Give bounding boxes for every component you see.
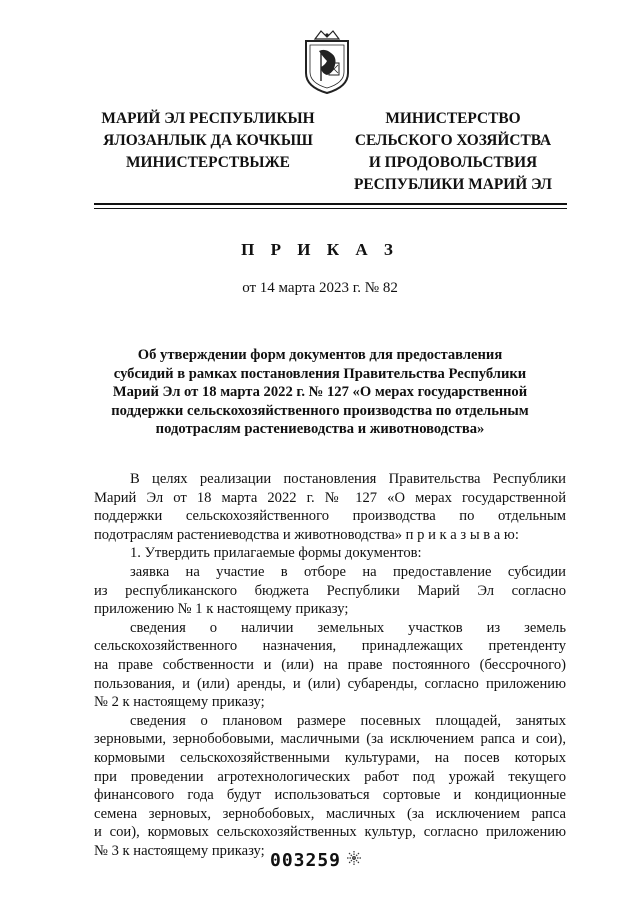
header-right-line: СЕЛЬСКОГО ХОЗЯЙСТВА	[354, 132, 552, 149]
body-line: из республиканского бюджета Республики Марий Эл согласно	[94, 582, 566, 599]
body-line: № 2 к настоящему приказу;	[94, 694, 265, 711]
body-line: семена зерновых, зернобобовых, масличных (за исключением рапса	[94, 805, 566, 822]
body-line: финансового года будут использоваться сортовые и кондиционные	[94, 787, 566, 804]
body-line: при проведении агротехнологических работ под урожай текущего	[94, 768, 566, 785]
subject-line: подотраслям растениеводства и животноводства»	[155, 421, 485, 438]
body-line: на праве собственности и (или) на праве постоянного (бессрочного)	[94, 656, 566, 673]
body-line: 1. Утвердить прилагаемые формы документов:	[130, 545, 422, 562]
header-divider-thick	[94, 203, 567, 205]
header-right-line: И ПРОДОВОЛЬСТВИЯ	[368, 154, 538, 171]
header-right-line: МИНИСТЕРСТВО	[385, 110, 521, 127]
header-right-org-name	[328, 108, 578, 196]
subject-line: субсидий в рамках постановления Правительства Республики	[113, 365, 527, 382]
body-line: пользования, и (или) аренды, и (или) субаренды, согласно приложению	[94, 675, 566, 692]
body-line: сведения о наличии земельных участков из земель	[130, 619, 566, 636]
subject-line: поддержки сельскохозяйственного производства по отдельным	[111, 402, 529, 419]
header-left-org-name	[88, 108, 328, 174]
serial-number-stamp: 003259	[270, 850, 342, 871]
subject-line: Об утверждении форм документов для предоставления	[137, 347, 503, 363]
coat-of-arms-emblem	[301, 29, 353, 95]
body-line: поддержки сельскохозяйственного производства по отдельным	[94, 508, 566, 525]
header-divider-thin	[94, 208, 567, 209]
document-body	[94, 470, 566, 860]
header-left-line: МАРИЙ ЭЛ РЕСПУБЛИКЫН	[101, 110, 315, 127]
body-line: Марий Эл от 18 марта 2022 г. № 127 «О мерах государственной	[94, 489, 566, 506]
header-right-line: РЕСПУБЛИКИ МАРИЙ ЭЛ	[353, 176, 553, 193]
header-left-line: МИНИСТЕРСТВЫЖЕ	[126, 154, 290, 171]
body-line: зерновыми, зернобобовыми, масличными (за исключением рапса и сои),	[94, 731, 566, 748]
document-subject	[90, 346, 550, 439]
body-line: сведения о плановом размере посевных площадей, занятых	[130, 712, 566, 729]
star-mark-icon	[346, 850, 362, 866]
document-title: П Р И К А З	[241, 240, 399, 259]
body-line: № 3 к настоящему приказу;	[94, 842, 265, 859]
body-line: сельскохозяйственного назначения, принадлежащих претенденту	[94, 638, 566, 655]
body-line: заявка на участие в отборе на предоставление субсидии	[130, 563, 566, 580]
body-line: и сои), кормовых сельскохозяйственных культур, согласно приложению	[94, 824, 566, 841]
subject-line: Марий Эл от 18 марта 2022 г. № 127 «О мерах государственной	[112, 384, 528, 401]
body-line: кормовыми сельскохозяйственными культурами, на посев которых	[94, 749, 566, 766]
document-date-number: от 14 марта 2023 г. № 82	[242, 280, 398, 296]
header-left-line: ЯЛОЗАНЛЫК ДА КОЧКЫШ	[103, 132, 313, 149]
body-line: В целях реализации постановления Правительства Республики	[130, 471, 566, 487]
body-line: подотраслям растениеводства и животноводства» п р и к а з ы в а ю:	[94, 526, 519, 543]
body-line: приложению № 1 к настоящему приказу;	[94, 601, 349, 618]
